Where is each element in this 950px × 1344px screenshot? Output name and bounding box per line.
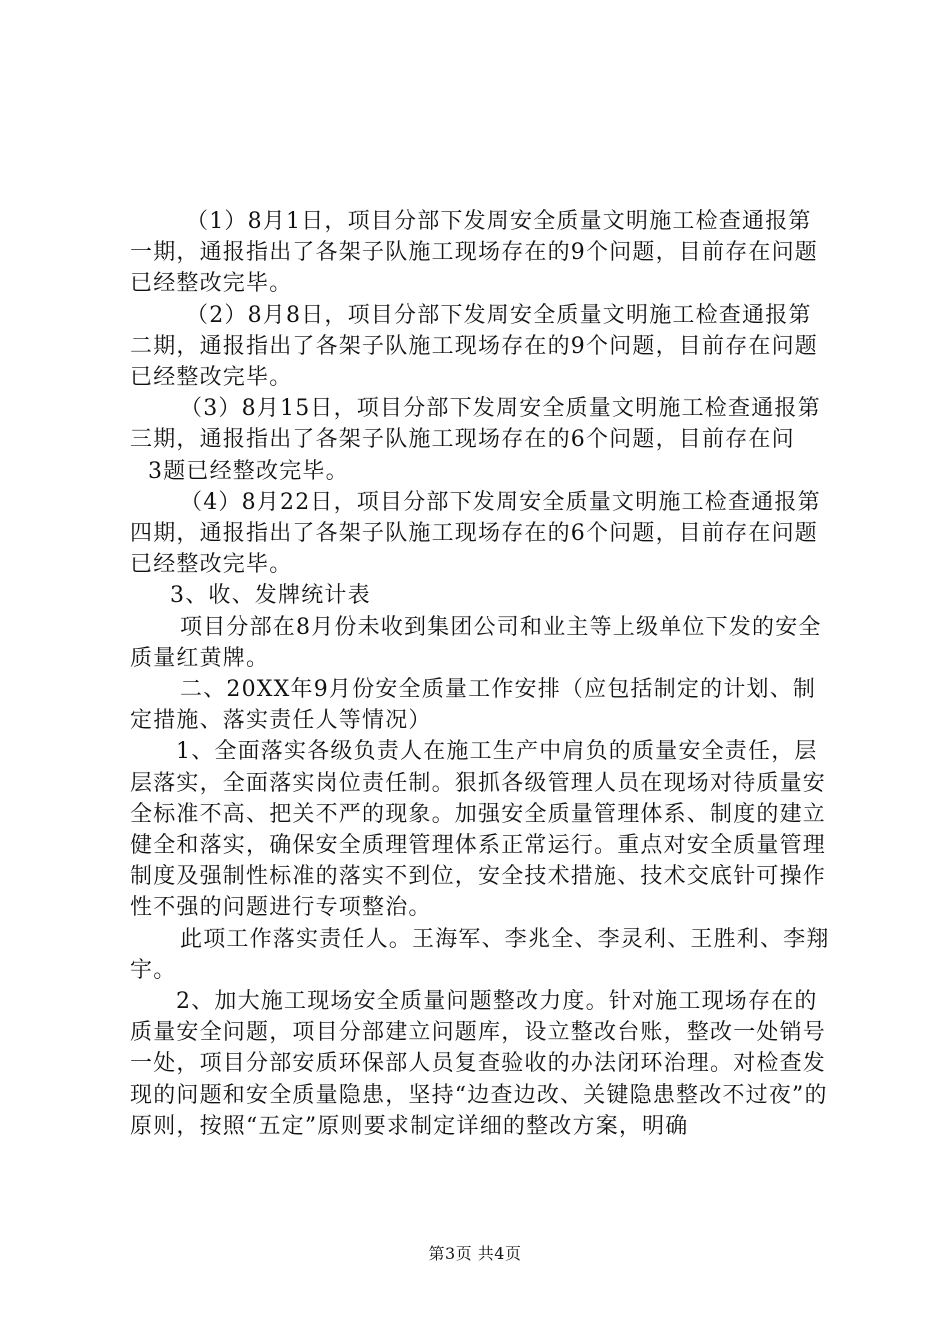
document-body [130, 206, 830, 1142]
paragraph-responsible-persons: 此项工作落实责任人。王海军、李兆全、李灵利、王胜利、李翔宇。 [130, 926, 830, 983]
section-heading-card-statistics: 3、收、发牌统计表 [170, 583, 371, 609]
paragraph-report-1: （1）8月1日，项目分部下发周安全质量文明施工检查通报第一期，通报指出了各架子队施工现场存在的9个问题，目前存在问题已经整改完毕。 [130, 209, 818, 297]
paragraph-report-3-continued: 3题已经整改完毕。 [148, 458, 349, 484]
paragraph-report-2: （2）8月8日，项目分部下发周安全质量文明施工检查通报第二期，通报指出了各架子队施工现场存在的9个问题，目前存在问题已经整改完毕。 [130, 302, 818, 391]
section-heading-september-plan: 二、20XX年9月份安全质量工作安排（应包括制定的计划、制定措施、落实责任人等情况） [130, 677, 817, 734]
paragraph-report-4: （4）8月22日，项目分部下发周安全质量文明施工检查通报第四期，通报指出了各架子队施工现场存在的6个问题，目前存在问题已经整改完毕。 [130, 489, 821, 578]
paragraph-report-3: （3）8月15日，项目分部下发周安全质量文明施工检查通报第三期，通报指出了各架子队施工现场存在的6个问题，目前存在问 [130, 396, 821, 453]
paragraph-rectification: 2、加大施工现场安全质量问题整改力度。针对施工现场存在的质量安全问题，项目分部建立问题库，设立整改台账，整改一处销号一处，项目分部安质环保部人员复查验收的办法闭环治理。对检查发现的问题和安全质量隐患，坚持“边查边改、关键隐患整改不过夜”的原则，按照“五定”原则要求制定详细的整改方案，明确 [130, 989, 828, 1139]
page-footer: 第3页 共4页 [428, 1244, 522, 1263]
paragraph-responsibility: 1、全面落实各级负责人在施工生产中肩负的质量安全责任，层层落实，全面落实岗位责任制。狠抓各级管理人员在现场对待质量安全标准不高、把关不严的现象。加强安全质量管理体系、制度的建立健全和落实，确保安全质理管理体系正常运行。重点对安全质量管理制度及强制性标准的落实不到位，安全技术措施、技术交底针可操作性不强的问题进行专项整治。 [130, 739, 827, 921]
paragraph-card-statistics: 项目分部在8月份未收到集团公司和业主等上级单位下发的安全质量红黄牌。 [130, 614, 822, 671]
